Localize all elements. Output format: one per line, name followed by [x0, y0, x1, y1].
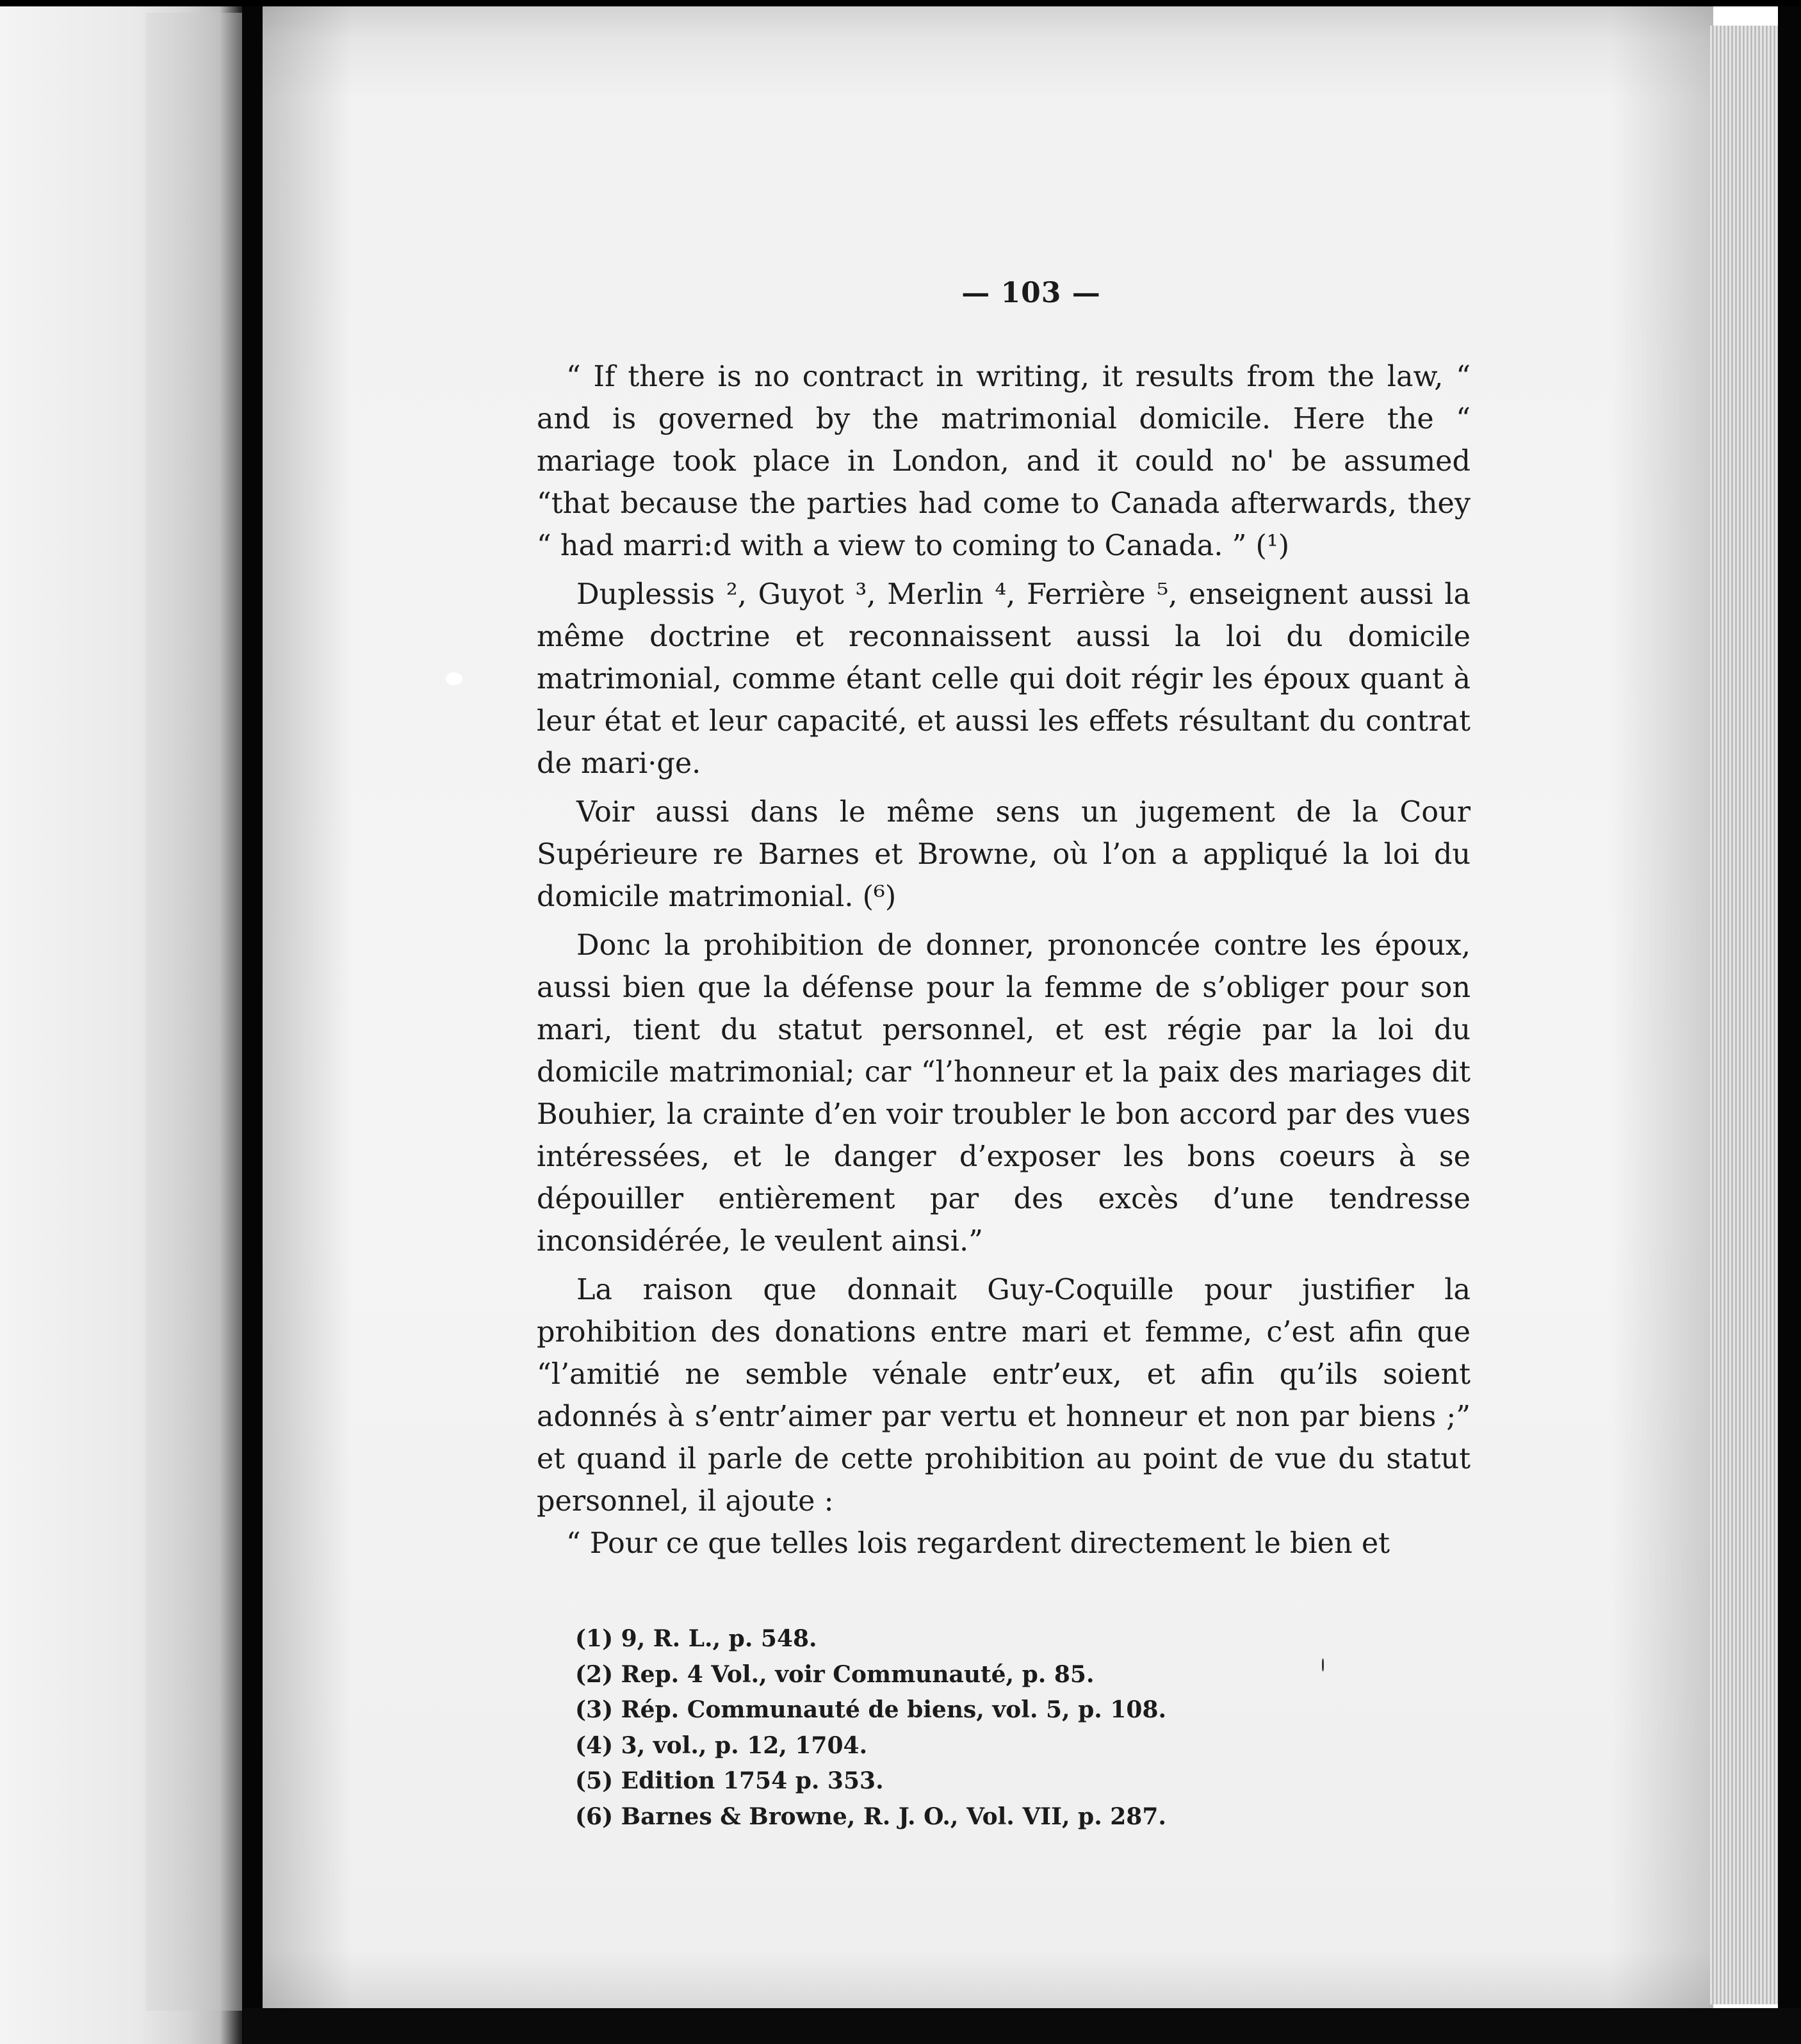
paragraph-prohibition: Donc la prohibition de donner, prononcée contre les époux, aussi bien que la défense pour la femme de s’obliger pour son mari, tient du statut personnel, et est régie par la loi du domicile matrimonial; car “l’honneur et la paix des mariages dit Bouhier, la crainte d’en voir troubler le bon accord par des vues intéressées, et le danger d’exposer les bons coeurs à se dépouiller entièrement par des excès d’une tendresse inconsidérée, le veulent ainsi.” [537, 929, 1471, 1258]
paragraph-authors: Duplessis ², Guyot ³, Merlin ⁴, Ferrière ⁵, enseignent aussi la même doctrine et reconnaissent aussi la loi du domicile matrimonial, comme étant celle qui doit régir les époux quant à leur état et leur capacité, et aussi les effets résultant du contrat de mari·ge. [537, 578, 1471, 780]
footnote-3: (3) Rép. Communauté de biens, vol. 5, p. 108. [575, 1696, 1167, 1723]
footnote-4: (4) 3, vol., p. 12, 1704. [575, 1732, 868, 1759]
page-number: — 103 — [961, 277, 1101, 309]
scan-border-top [0, 0, 1801, 6]
scan-border-right [1778, 0, 1801, 2044]
footnote-5: (5) Edition 1754 p. 353. [575, 1767, 884, 1794]
footnotes [575, 1621, 1344, 1835]
facing-page-edge [0, 0, 250, 2044]
footnote-6: (6) Barnes & Browne, R. J. O., Vol. VII, p. 287. [575, 1803, 1166, 1830]
footnote-1: (1) 9, R. L., p. 548. [575, 1625, 817, 1652]
paragraph-guy-coquille: La raison que donnait Guy-Coquille pour justifier la prohibition des donations entre mari et femme, c’est afin que “l’amitié ne semble vénale entr’eux, et afin qu’ils soient adonnés à s’entr’aimer par vertu et honneur et non par biens ;” et quand il parle de cette prohibition au point de vue du statut personnel, il ajoute : [537, 1274, 1471, 1518]
paragraph-barnes-browne: Voir aussi dans le même sens un jugement de la Cour Supérieure re Barnes et Browne, où l’on a appliqué la loi du domicile matrimonial. (⁶) [537, 796, 1471, 913]
quote-paragraph: “ If there is no contract in writing, it results from the law, “ and is governed by the matrimonial domicile. Here the “ mariage took place in London, and it could no' be assumed “that because the parties had come to Canada afterwards, they “ had marri:d with a view to coming to Canada. ” (¹) [537, 361, 1471, 562]
page-stack-edge [1710, 26, 1778, 2004]
scan-speck [446, 672, 462, 685]
footnote-2: (2) Rep. 4 Vol., voir Communauté, p. 85. [575, 1660, 1095, 1688]
scan-border-bottom [243, 2008, 1801, 2044]
body-text [537, 356, 1471, 1565]
paragraph-quote-continued: “ Pour ce que telles lois regardent directement le bien et [566, 1527, 1390, 1560]
book-gutter [242, 0, 264, 2044]
